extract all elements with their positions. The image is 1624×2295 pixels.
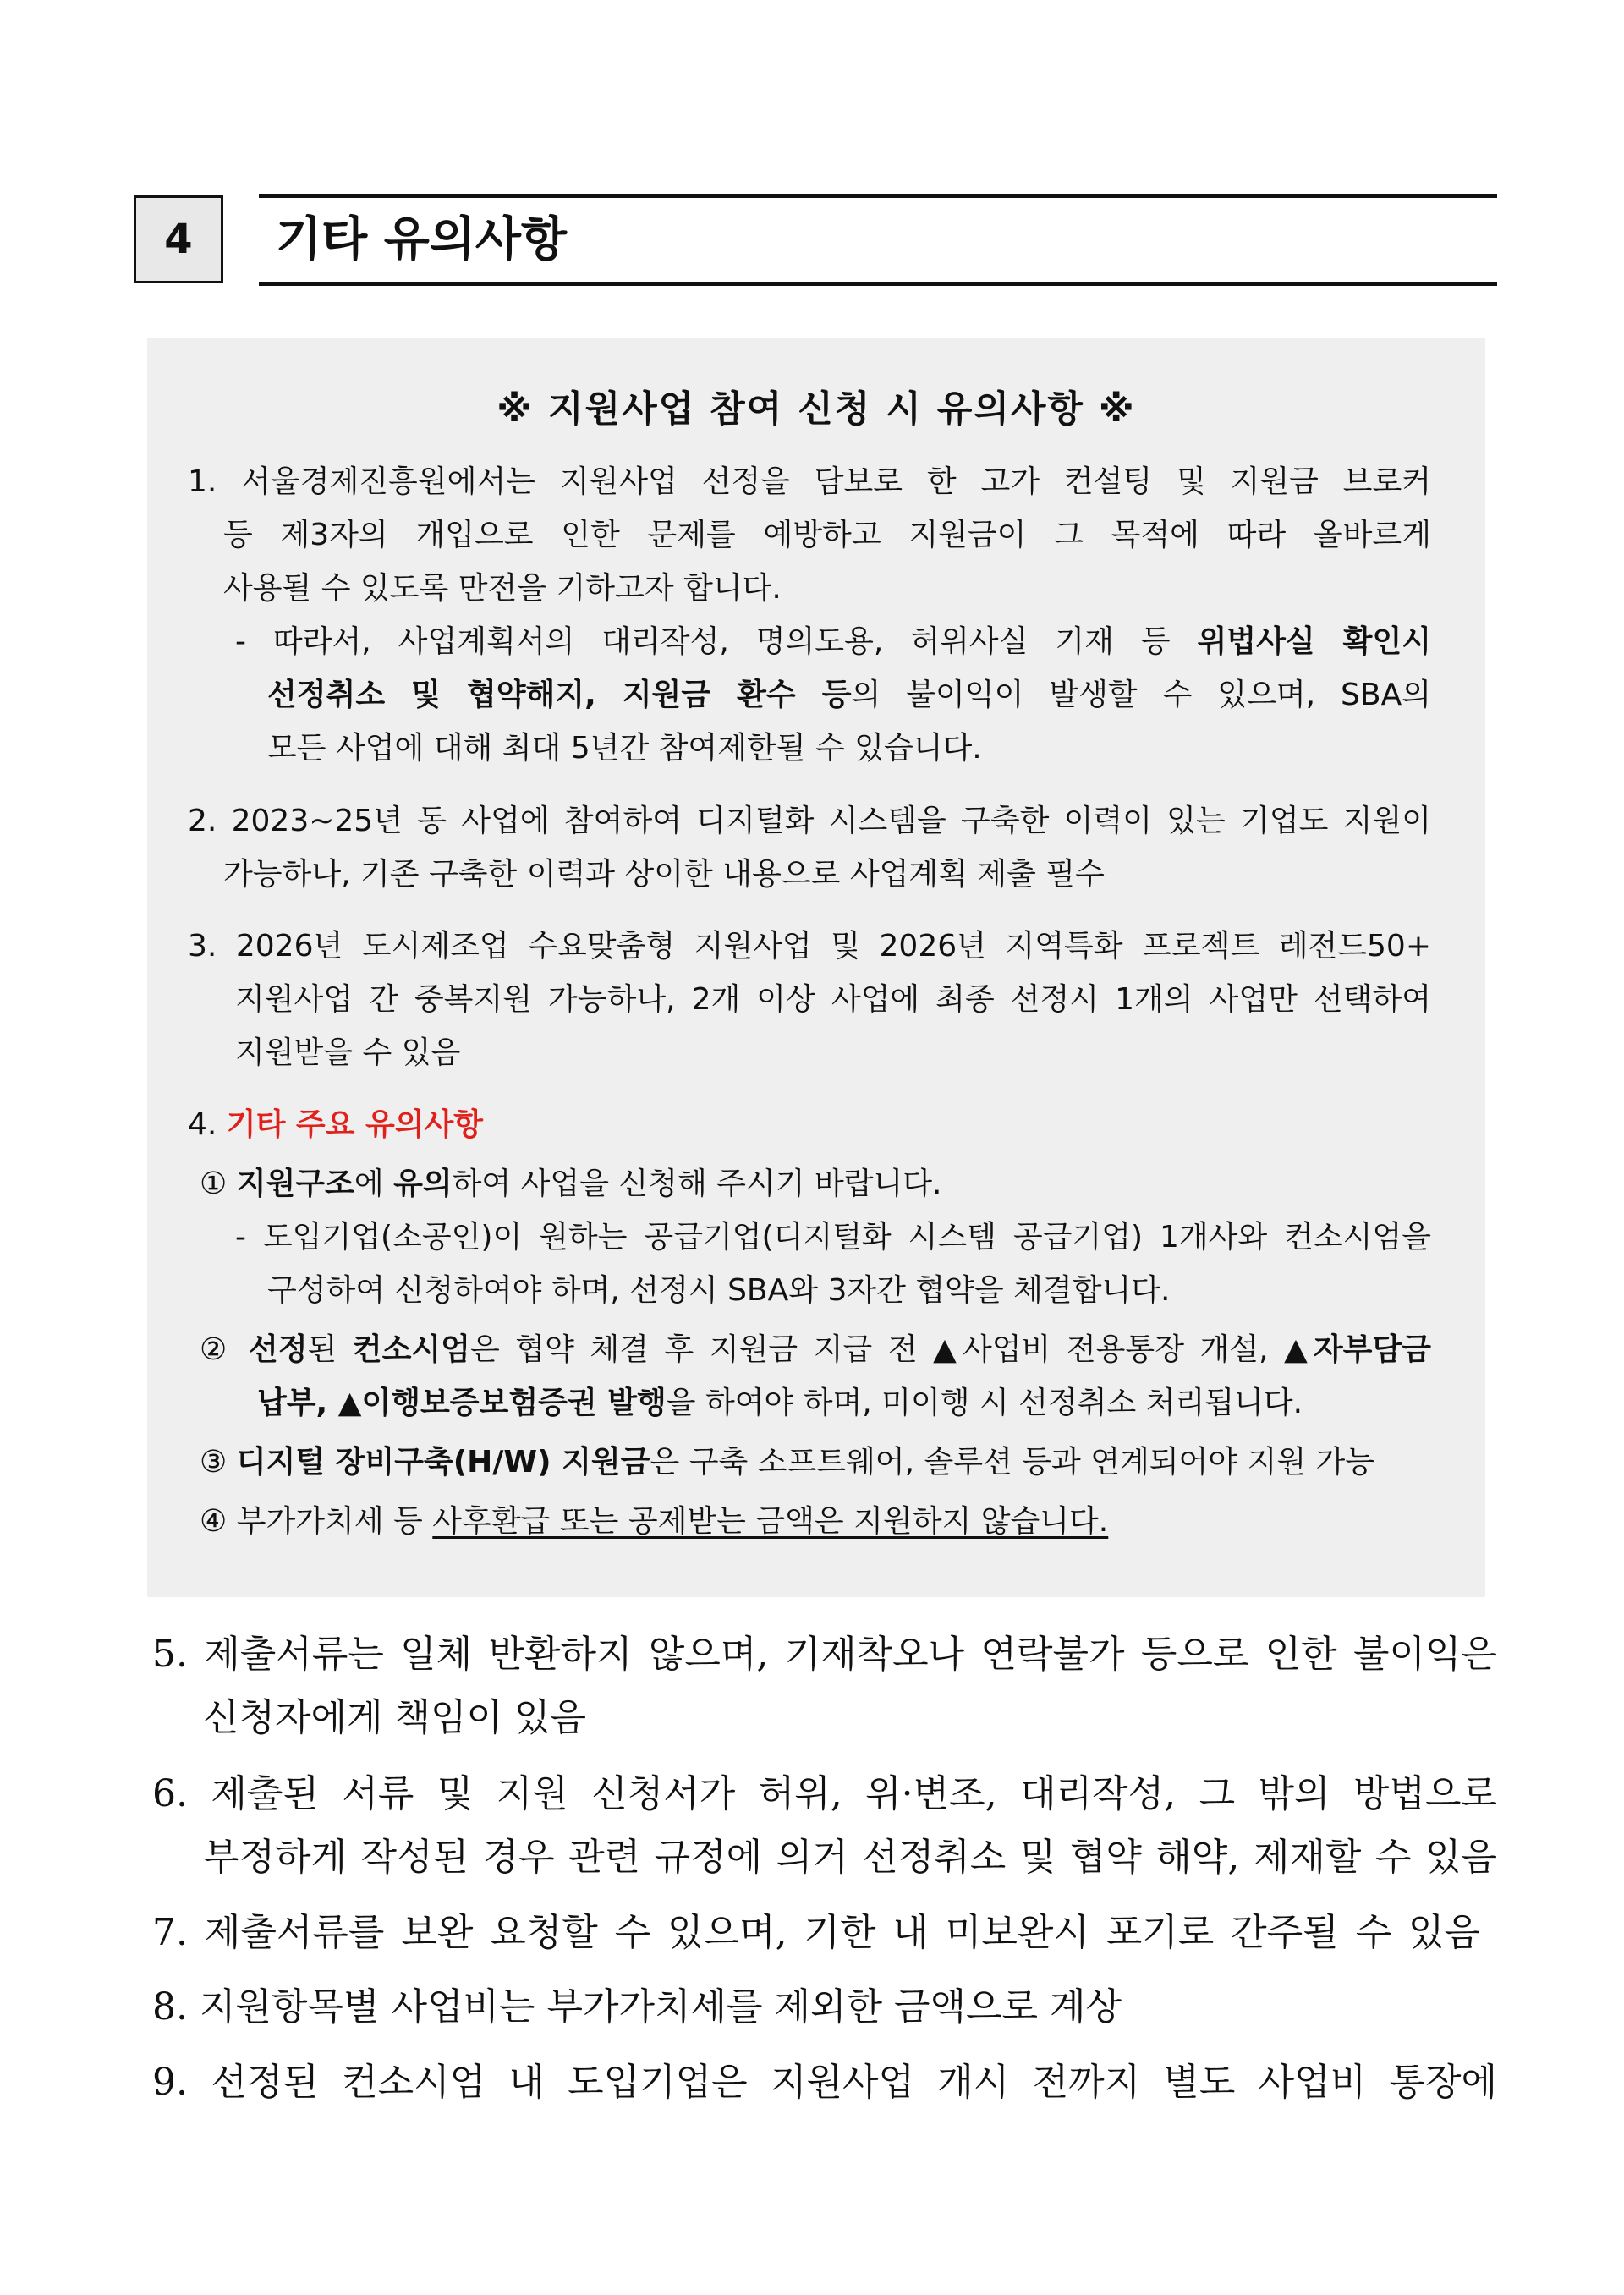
item-number: 4. xyxy=(188,1107,227,1142)
text: 은 협약 체결 후 지원금 지급 전 ▲사업비 전용통장 개설, xyxy=(469,1332,1285,1367)
notice-item-1-line-3: 사용될 수 있도록 만전을 기하고자 합니다. xyxy=(223,571,782,606)
bold-text: 지원구조 xyxy=(236,1167,354,1201)
circled-number: ② xyxy=(200,1332,233,1367)
section-title: 기타 유의사항 xyxy=(276,212,568,267)
notice-item-4-c3 xyxy=(200,1444,1374,1481)
body-item-5-line-1: 5. 제출서류는 일체 반환하지 않으며, 기재착오나 연락불가 등으로 인한 불이익은 xyxy=(152,1633,1497,1676)
sub-text: - 따라서, 사업계획서의 대리작성, 명의도용, 허위사실 기재 등 xyxy=(235,624,1198,659)
section-rule-top xyxy=(259,194,1497,198)
body-item-7: 7. 제출서류를 보완 요청할 수 있으며, 기한 내 미보완시 포기로 간주될 수 있음 xyxy=(152,1911,1480,1954)
notice-item-1-line-1: 1. 서울경제진흥원에서는 지원사업 선정을 담보로 한 고가 컨설팅 및 지원금 브로커 xyxy=(188,464,1431,499)
notice-item-4-heading xyxy=(188,1106,483,1144)
notice-item-4-c2-line-2 xyxy=(257,1385,1303,1422)
notice-item-2-line-1: 2. 2023~25년 동 사업에 참여하여 디지털화 시스템을 구축한 이력이 있는 기업도 지원이 xyxy=(188,804,1431,838)
bold-text: 디지털 장비구축(H/W) 지원금 xyxy=(236,1445,650,1480)
item-4-title: 기타 주요 유의사항 xyxy=(226,1107,484,1142)
notice-item-4-c4 xyxy=(200,1503,1108,1540)
notice-item-3-line-1: 3. 2026년 도시제조업 수요맞춤형 지원사업 및 2026년 지역특화 프로젝트 레전드50+ xyxy=(188,929,1431,964)
section-rule-bottom xyxy=(259,282,1497,286)
notice-title: ※ 지원사업 참여 신청 시 유의사항 ※ xyxy=(497,388,1136,431)
sub-text: 의 불이익이 발생할 수 있으며, SBA의 xyxy=(851,678,1431,712)
circled-number: ① xyxy=(200,1167,228,1201)
circled-number: ④ xyxy=(200,1504,228,1539)
text: 부가가치세 등 xyxy=(236,1504,433,1539)
notice-item-4-c2-line-1 xyxy=(200,1331,1431,1369)
body-item-6-line-1: 6. 제출된 서류 및 지원 신청서가 허위, 위·변조, 대리작성, 그 밖의 방법으로 xyxy=(152,1772,1497,1815)
underlined-text: 사후환급 또는 공제받는 금액은 지원하지 않습니다. xyxy=(432,1504,1109,1539)
notice-item-3-line-3: 지원받을 수 있음 xyxy=(235,1035,461,1070)
text: 에 xyxy=(354,1167,394,1201)
body-item-8: 8. 지원항목별 사업비는 부가가치세를 제외한 금액으로 계상 xyxy=(152,1985,1122,2029)
body-item-9: 9. 선정된 컨소시엄 내 도입기업은 지원사업 개시 전까지 별도 사업비 통장에 xyxy=(152,2061,1497,2104)
body-item-6-line-2: 부정하게 작성된 경우 관련 규정에 의거 선정취소 및 협약 해약, 제재할 수 있음 xyxy=(203,1836,1497,1879)
notice-item-3-line-2: 지원사업 간 중복지원 가능하나, 2개 이상 사업에 최종 선정시 1개의 사업만 선택하여 xyxy=(235,982,1431,1017)
text: 은 구축 소프트웨어, 솔루션 등과 연계되어야 지원 가능 xyxy=(650,1445,1375,1480)
text: 을 하여야 하며, 미이행 시 선정취소 처리됩니다. xyxy=(666,1386,1303,1420)
bold-text: ▲자부담금 xyxy=(1284,1332,1431,1367)
bold-text: 유의 xyxy=(393,1167,453,1201)
text: 된 xyxy=(307,1332,353,1367)
sub-text-bold: 위법사실 확인시 xyxy=(1197,624,1432,659)
notice-item-1-sub-line-3: 모든 사업에 대해 최대 5년간 참여제한될 수 있습니다. xyxy=(267,731,982,766)
notice-box xyxy=(147,338,1485,1597)
bold-text: 컨소시엄 xyxy=(352,1332,470,1367)
text: 하여 사업을 신청해 주시기 바랍니다. xyxy=(452,1167,942,1201)
notice-item-4-c1-sub-line-2: 구성하여 신청하여야 하며, 선정시 SBA와 3자간 협약을 체결합니다. xyxy=(267,1273,1171,1308)
notice-item-4-c1-sub-line-1: - 도입기업(소공인)이 원하는 공급기업(디지털화 시스템 공급기업) 1개사와 컨소시엄을 xyxy=(235,1220,1431,1255)
bold-text: 선정 xyxy=(248,1332,308,1367)
notice-item-1-line-2: 등 제3자의 개입으로 인한 문제를 예방하고 지원금이 그 목적에 따라 올바르게 xyxy=(223,518,1431,552)
notice-item-1-sub-line-2 xyxy=(267,677,1431,714)
section-number: 4 xyxy=(134,195,223,283)
notice-item-4-c1 xyxy=(200,1166,942,1203)
circled-number: ③ xyxy=(200,1445,228,1480)
body-item-5-line-2: 신청자에게 책임이 있음 xyxy=(203,1696,587,1739)
sub-text-bold: 선정취소 및 협약해지, 지원금 환수 등 xyxy=(267,678,852,712)
notice-item-1-sub-line-1 xyxy=(235,623,1431,661)
bold-text: 납부, ▲이행보증보험증권 발행 xyxy=(257,1386,667,1420)
notice-item-2-line-2: 가능하나, 기존 구축한 이력과 상이한 내용으로 사업계획 제출 필수 xyxy=(223,857,1105,892)
